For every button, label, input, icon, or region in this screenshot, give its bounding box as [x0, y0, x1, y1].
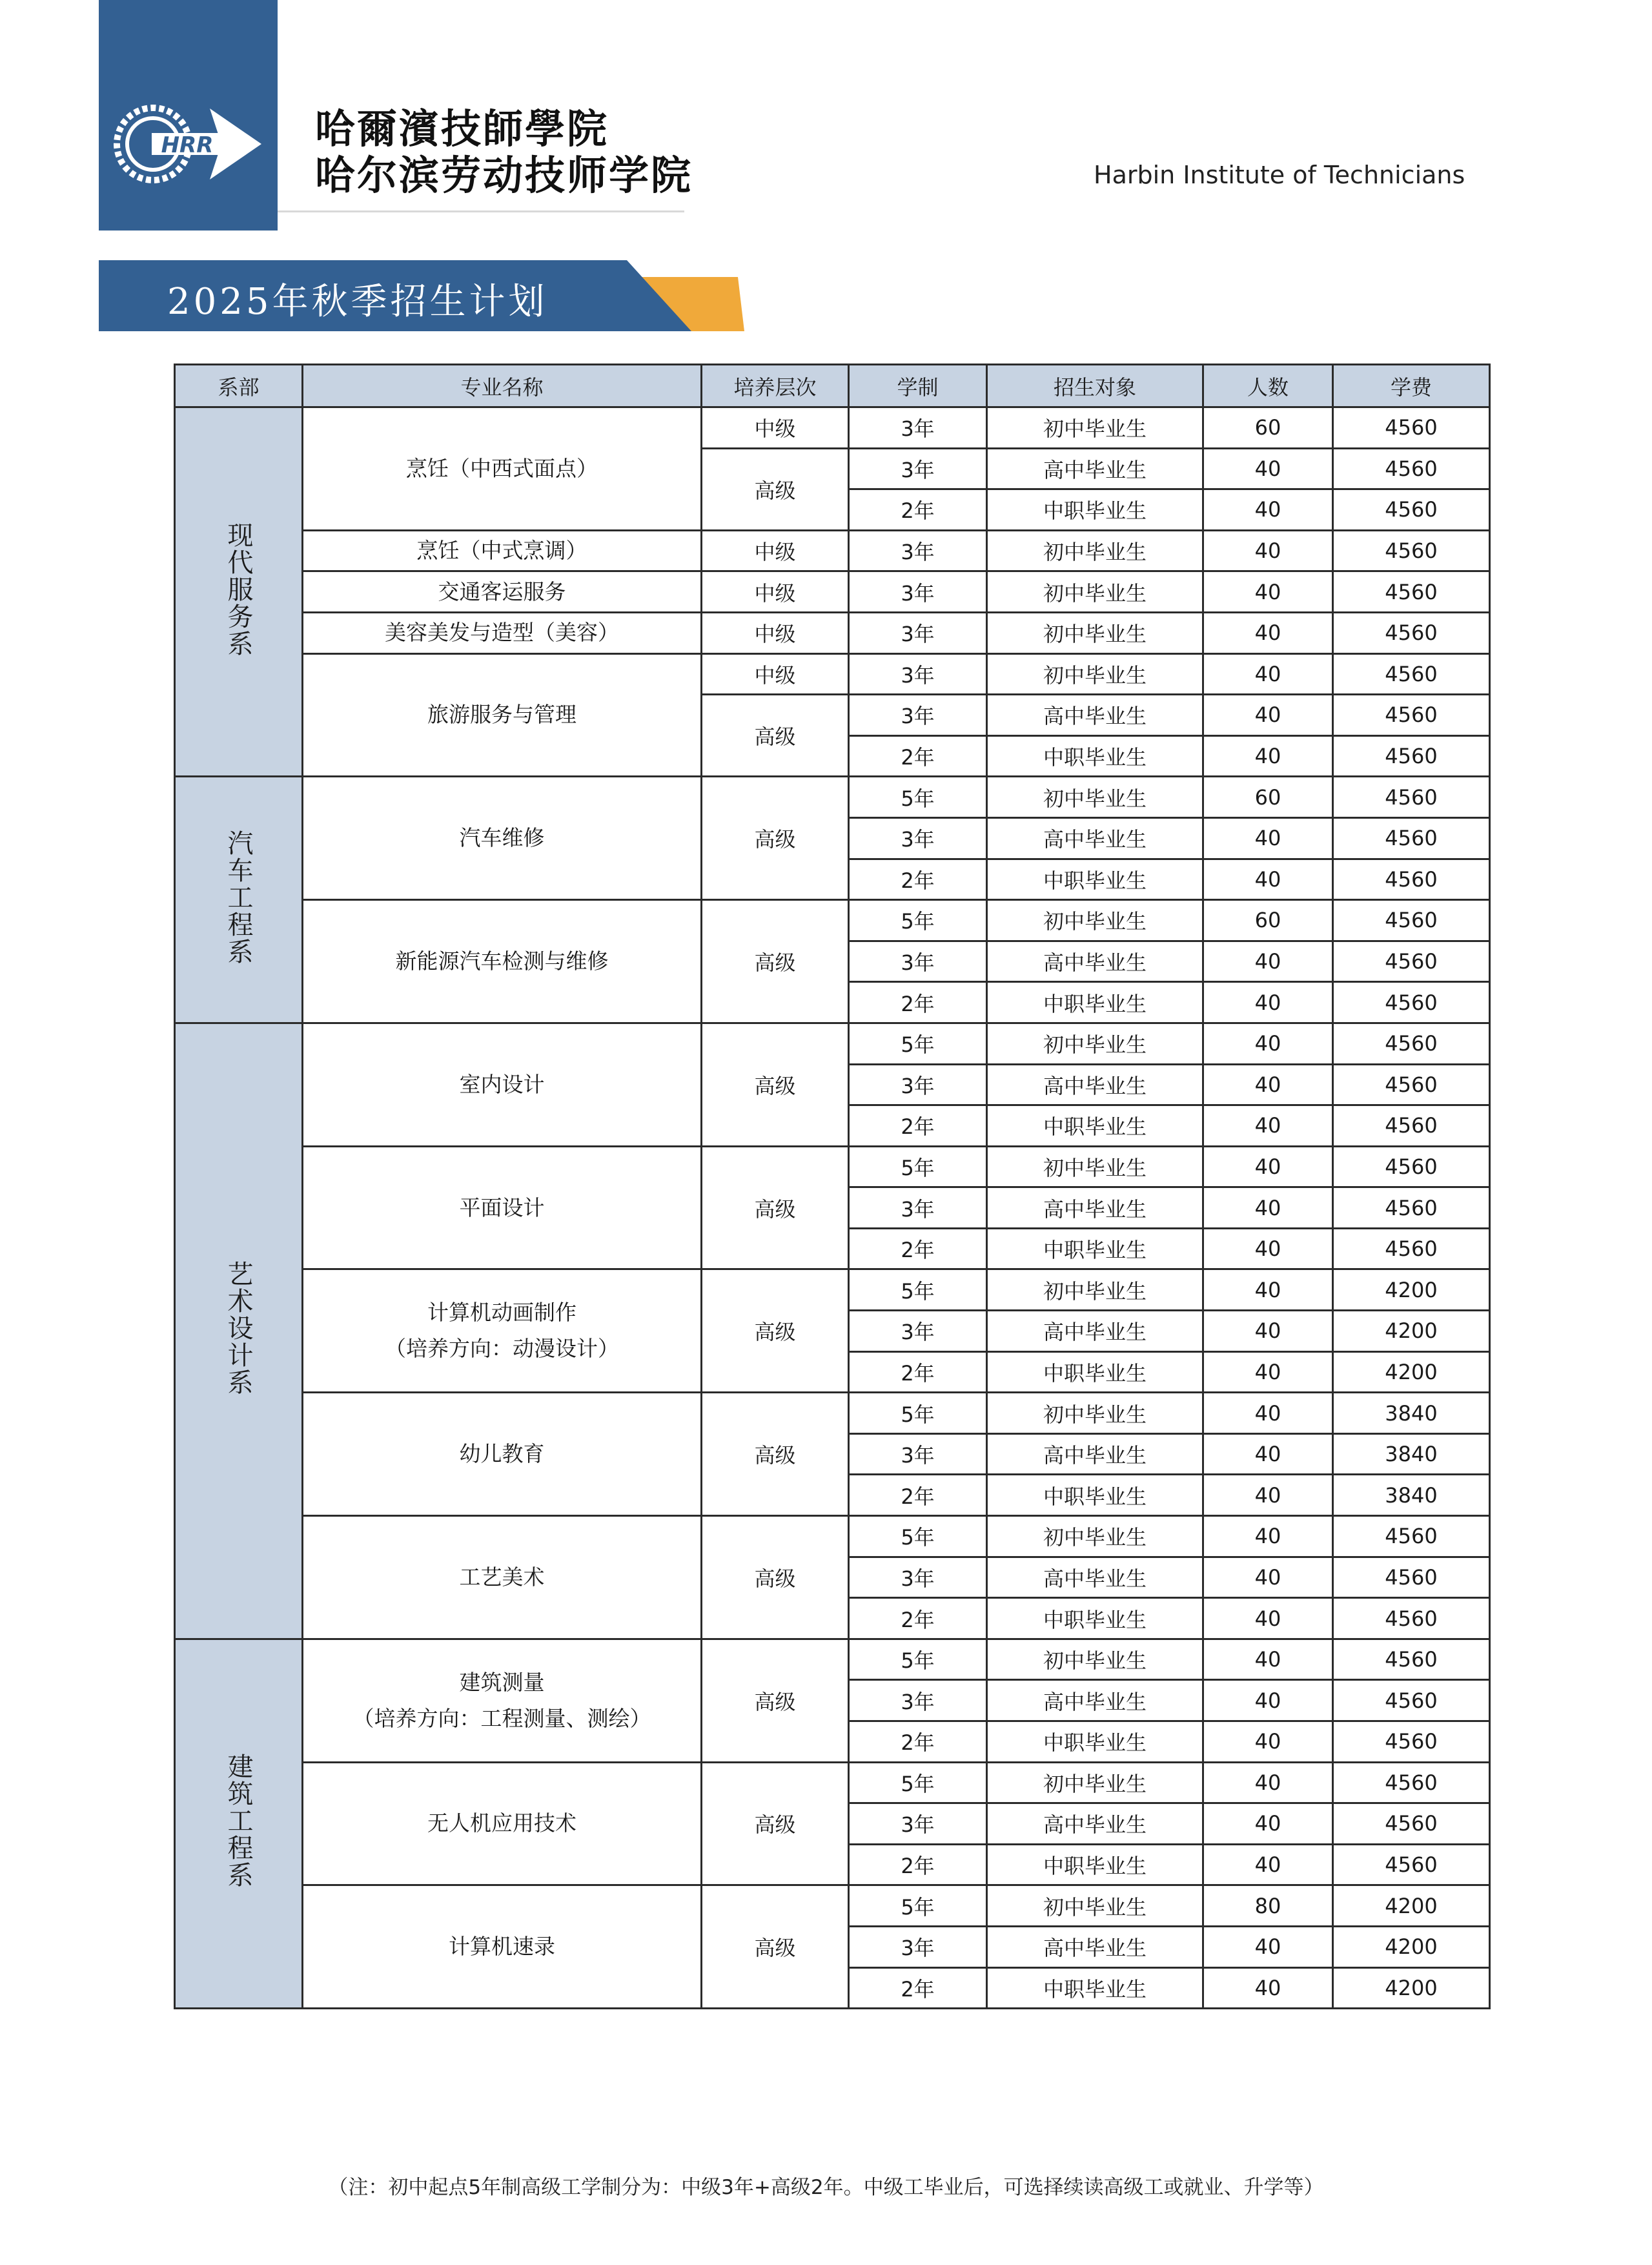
count-cell: 40 — [1203, 1269, 1333, 1311]
years-cell: 5年 — [849, 900, 987, 941]
count-cell: 40 — [1203, 1146, 1333, 1187]
years-cell: 2年 — [849, 489, 987, 531]
major-name-block — [303, 1665, 700, 1737]
level-cell: 高级 — [702, 1762, 849, 1885]
major-cell — [303, 1885, 702, 2009]
years-cell: 3年 — [849, 1433, 987, 1475]
fee-cell: 4560 — [1333, 612, 1490, 653]
major-cell — [303, 1639, 702, 1762]
count-cell: 80 — [1203, 1885, 1333, 1927]
table-row — [175, 1269, 1490, 1311]
count-cell: 40 — [1203, 489, 1333, 531]
table-row — [175, 653, 1490, 695]
target-cell: 初中毕业生 — [987, 1516, 1203, 1557]
count-cell: 40 — [1203, 1228, 1333, 1269]
fee-cell: 4560 — [1333, 982, 1490, 1023]
target-cell: 中职毕业生 — [987, 1351, 1203, 1393]
years-cell: 2年 — [849, 1228, 987, 1269]
count-cell: 60 — [1203, 407, 1333, 449]
fee-cell: 4560 — [1333, 777, 1490, 818]
years-cell: 3年 — [849, 1680, 987, 1721]
major-subtitle: （培养方向：动漫设计） — [385, 1336, 619, 1362]
target-cell: 中职毕业生 — [987, 1475, 1203, 1516]
level-cell: 高级 — [702, 448, 849, 530]
fee-cell: 4560 — [1333, 900, 1490, 941]
level-cell: 中级 — [702, 653, 849, 695]
level-cell: 高级 — [702, 777, 849, 900]
column-header: 系部 — [175, 365, 303, 407]
major-cell — [303, 530, 702, 571]
department-name: 艺术设计系 — [223, 1260, 253, 1397]
table-row — [175, 1639, 1490, 1680]
page-title: 2025年秋季招生计划 — [167, 281, 548, 323]
count-cell: 40 — [1203, 1475, 1333, 1516]
fee-cell: 4560 — [1333, 817, 1490, 859]
column-header: 人数 — [1203, 365, 1333, 407]
years-cell: 3年 — [849, 1064, 987, 1105]
count-cell: 40 — [1203, 1433, 1333, 1475]
column-header: 培养层次 — [702, 365, 849, 407]
years-cell: 5年 — [849, 1516, 987, 1557]
target-cell: 初中毕业生 — [987, 1885, 1203, 1927]
major-subtitle: （培养方向：工程测量、测绘） — [352, 1705, 651, 1731]
level-cell: 高级 — [702, 900, 849, 1023]
fee-cell: 4560 — [1333, 1639, 1490, 1680]
target-cell: 中职毕业生 — [987, 1105, 1203, 1147]
target-cell: 高中毕业生 — [987, 1187, 1203, 1229]
count-cell: 40 — [1203, 1721, 1333, 1763]
years-cell: 2年 — [849, 1105, 987, 1147]
major-name-block — [303, 533, 700, 569]
years-cell: 5年 — [849, 1393, 987, 1434]
fee-cell: 4200 — [1333, 1967, 1490, 2009]
fee-cell: 4560 — [1333, 1557, 1490, 1598]
level-cell: 高级 — [702, 1146, 849, 1269]
target-cell: 高中毕业生 — [987, 1803, 1203, 1845]
target-cell: 初中毕业生 — [987, 777, 1203, 818]
level-cell: 高级 — [702, 1885, 849, 2009]
fee-cell: 4560 — [1333, 653, 1490, 695]
major-name-block — [303, 574, 700, 610]
major-name: 平面设计 — [459, 1194, 545, 1220]
level-cell: 中级 — [702, 612, 849, 653]
target-cell: 中职毕业生 — [987, 1598, 1203, 1639]
fee-cell: 4560 — [1333, 1023, 1490, 1064]
target-cell: 初中毕业生 — [987, 407, 1203, 449]
table-row — [175, 530, 1490, 571]
table-header-row — [175, 365, 1490, 407]
fee-cell: 4200 — [1333, 1885, 1490, 1927]
count-cell: 40 — [1203, 1516, 1333, 1557]
fee-cell: 4560 — [1333, 941, 1490, 982]
school-name-english: Harbin Institute of Technicians — [1094, 161, 1465, 189]
count-cell: 40 — [1203, 1311, 1333, 1352]
count-cell: 40 — [1203, 1351, 1333, 1393]
table-row — [175, 407, 1490, 449]
fee-cell: 4560 — [1333, 1598, 1490, 1639]
target-cell: 中职毕业生 — [987, 489, 1203, 531]
column-header: 学制 — [849, 365, 987, 407]
major-cell — [303, 407, 702, 531]
fee-cell: 4560 — [1333, 859, 1490, 900]
level-cell: 中级 — [702, 571, 849, 613]
years-cell: 3年 — [849, 1311, 987, 1352]
target-cell: 高中毕业生 — [987, 1926, 1203, 1967]
years-cell: 2年 — [849, 1721, 987, 1763]
fee-cell: 4560 — [1333, 489, 1490, 531]
fee-cell: 3840 — [1333, 1393, 1490, 1434]
target-cell: 中职毕业生 — [987, 1844, 1203, 1885]
level-cell: 高级 — [702, 1023, 849, 1146]
years-cell: 2年 — [849, 1598, 987, 1639]
major-name: 新能源汽车检测与维修 — [395, 948, 609, 974]
major-cell — [303, 900, 702, 1023]
fee-cell: 4560 — [1333, 1187, 1490, 1229]
major-name: 烹饪（中西式面点） — [406, 455, 598, 481]
major-cell — [303, 1269, 702, 1393]
years-cell: 3年 — [849, 530, 987, 571]
table-row — [175, 1762, 1490, 1803]
major-name: 交通客运服务 — [438, 579, 566, 604]
count-cell: 40 — [1203, 653, 1333, 695]
major-name-block — [303, 697, 700, 733]
count-cell: 40 — [1203, 1803, 1333, 1845]
footnote: （注：初中起点5年制高级工学制分为：中级3年+高级2年。中级工毕业后，可选择续读高级工或就业、升学等） — [328, 2176, 1324, 2199]
count-cell: 40 — [1203, 1187, 1333, 1229]
count-cell: 40 — [1203, 612, 1333, 653]
table-row — [175, 1393, 1490, 1434]
table-row — [175, 777, 1490, 818]
count-cell: 40 — [1203, 1064, 1333, 1105]
years-cell: 3年 — [849, 1926, 987, 1967]
count-cell: 40 — [1203, 1926, 1333, 1967]
target-cell: 初中毕业生 — [987, 1269, 1203, 1311]
target-cell: 高中毕业生 — [987, 695, 1203, 736]
years-cell: 5年 — [849, 1269, 987, 1311]
years-cell: 3年 — [849, 653, 987, 695]
years-cell: 5年 — [849, 1639, 987, 1680]
target-cell: 初中毕业生 — [987, 1023, 1203, 1064]
count-cell: 40 — [1203, 1680, 1333, 1721]
level-cell: 高级 — [702, 1269, 849, 1393]
count-cell: 60 — [1203, 900, 1333, 941]
years-cell: 5年 — [849, 777, 987, 818]
major-cell — [303, 612, 702, 653]
major-name-block — [303, 1067, 700, 1103]
count-cell: 40 — [1203, 1105, 1333, 1147]
major-name: 建筑测量 — [459, 1669, 545, 1695]
level-cell: 中级 — [702, 407, 849, 449]
count-cell: 40 — [1203, 859, 1333, 900]
target-cell: 高中毕业生 — [987, 1064, 1203, 1105]
level-cell: 高级 — [702, 695, 849, 777]
count-cell: 40 — [1203, 941, 1333, 982]
fee-cell: 4560 — [1333, 1680, 1490, 1721]
target-cell: 初中毕业生 — [987, 1146, 1203, 1187]
major-name: 旅游服务与管理 — [427, 702, 576, 728]
major-name: 室内设计 — [459, 1071, 545, 1097]
count-cell: 40 — [1203, 571, 1333, 613]
table-row — [175, 571, 1490, 613]
fee-cell: 4200 — [1333, 1926, 1490, 1967]
fee-cell: 4560 — [1333, 1228, 1490, 1269]
years-cell: 2年 — [849, 859, 987, 900]
table-row — [175, 1885, 1490, 1927]
table-row — [175, 1023, 1490, 1064]
years-cell: 5年 — [849, 1762, 987, 1803]
title-banner — [99, 260, 744, 331]
fee-cell: 4560 — [1333, 1844, 1490, 1885]
target-cell: 中职毕业生 — [987, 1228, 1203, 1269]
header-divider — [278, 210, 684, 212]
years-cell: 3年 — [849, 817, 987, 859]
years-cell: 3年 — [849, 407, 987, 449]
count-cell: 40 — [1203, 735, 1333, 777]
count-cell: 40 — [1203, 1762, 1333, 1803]
school-name-traditional: 哈爾濱技師學院 — [315, 105, 609, 152]
table-row — [175, 900, 1490, 941]
fee-cell: 4200 — [1333, 1311, 1490, 1352]
fee-cell: 4560 — [1333, 407, 1490, 449]
target-cell: 中职毕业生 — [987, 982, 1203, 1023]
count-cell: 40 — [1203, 1023, 1333, 1064]
years-cell: 2年 — [849, 1475, 987, 1516]
logo-block — [99, 0, 278, 231]
count-cell: 40 — [1203, 448, 1333, 489]
department-name: 汽车工程系 — [223, 829, 253, 965]
column-header: 学费 — [1333, 365, 1490, 407]
table-body — [175, 407, 1490, 2009]
column-header: 专业名称 — [303, 365, 702, 407]
target-cell: 高中毕业生 — [987, 1311, 1203, 1352]
major-name: 无人机应用技术 — [427, 1810, 576, 1836]
target-cell: 初中毕业生 — [987, 1393, 1203, 1434]
target-cell: 高中毕业生 — [987, 1433, 1203, 1475]
years-cell: 5年 — [849, 1023, 987, 1064]
major-cell — [303, 1762, 702, 1885]
years-cell: 3年 — [849, 448, 987, 489]
major-name: 美容美发与造型（美容） — [385, 620, 619, 646]
major-name: 工艺美术 — [459, 1564, 545, 1590]
target-cell: 中职毕业生 — [987, 1967, 1203, 2009]
major-name-block — [303, 820, 700, 856]
target-cell: 初中毕业生 — [987, 900, 1203, 941]
level-cell: 高级 — [702, 1639, 849, 1762]
fee-cell: 4200 — [1333, 1269, 1490, 1311]
years-cell: 3年 — [849, 571, 987, 613]
target-cell: 中职毕业生 — [987, 859, 1203, 900]
school-logo-icon — [113, 96, 267, 192]
years-cell: 5年 — [849, 1885, 987, 1927]
major-cell — [303, 777, 702, 900]
fee-cell: 4560 — [1333, 448, 1490, 489]
years-cell: 3年 — [849, 941, 987, 982]
years-cell: 5年 — [849, 1146, 987, 1187]
count-cell: 40 — [1203, 530, 1333, 571]
target-cell: 初中毕业生 — [987, 1762, 1203, 1803]
target-cell: 中职毕业生 — [987, 735, 1203, 777]
fee-cell: 4560 — [1333, 1721, 1490, 1763]
fee-cell: 3840 — [1333, 1475, 1490, 1516]
major-name-block — [303, 451, 700, 487]
major-cell — [303, 653, 702, 777]
major-cell — [303, 1516, 702, 1639]
target-cell: 高中毕业生 — [987, 1557, 1203, 1598]
major-name-block — [303, 1929, 700, 1965]
major-name-block — [303, 1805, 700, 1841]
years-cell: 3年 — [849, 612, 987, 653]
fee-cell: 4560 — [1333, 1762, 1490, 1803]
major-name-block — [303, 1436, 700, 1472]
count-cell: 40 — [1203, 1967, 1333, 2009]
major-cell — [303, 1146, 702, 1269]
logo-letters: HRR — [161, 132, 214, 158]
fee-cell: 4560 — [1333, 571, 1490, 613]
level-cell: 中级 — [702, 530, 849, 571]
target-cell: 高中毕业生 — [987, 1680, 1203, 1721]
count-cell: 40 — [1203, 1639, 1333, 1680]
target-cell: 中职毕业生 — [987, 1721, 1203, 1763]
major-cell — [303, 571, 702, 613]
fee-cell: 4560 — [1333, 735, 1490, 777]
years-cell: 2年 — [849, 1967, 987, 2009]
years-cell: 2年 — [849, 1844, 987, 1885]
level-cell: 高级 — [702, 1393, 849, 1516]
target-cell: 高中毕业生 — [987, 448, 1203, 489]
count-cell: 40 — [1203, 1598, 1333, 1639]
level-cell: 高级 — [702, 1516, 849, 1639]
fee-cell: 4560 — [1333, 1064, 1490, 1105]
table-row — [175, 612, 1490, 653]
fee-cell: 3840 — [1333, 1433, 1490, 1475]
major-name-block — [303, 943, 700, 979]
major-name: 汽车维修 — [459, 825, 545, 851]
years-cell: 2年 — [849, 735, 987, 777]
major-name-block — [303, 615, 700, 651]
department-name: 建筑工程系 — [223, 1753, 253, 1889]
target-cell: 高中毕业生 — [987, 941, 1203, 982]
count-cell: 60 — [1203, 777, 1333, 818]
target-cell: 高中毕业生 — [987, 817, 1203, 859]
department-name: 现代服务系 — [223, 521, 253, 657]
fee-cell: 4560 — [1333, 530, 1490, 571]
fee-cell: 4560 — [1333, 1105, 1490, 1147]
fee-cell: 4560 — [1333, 695, 1490, 736]
department-cell — [175, 1023, 303, 1639]
count-cell: 40 — [1203, 817, 1333, 859]
count-cell: 40 — [1203, 982, 1333, 1023]
count-cell: 40 — [1203, 1844, 1333, 1885]
table-row — [175, 1146, 1490, 1187]
department-cell — [175, 777, 303, 1023]
years-cell: 2年 — [849, 1351, 987, 1393]
count-cell: 40 — [1203, 1393, 1333, 1434]
years-cell: 3年 — [849, 1557, 987, 1598]
count-cell: 40 — [1203, 1557, 1333, 1598]
major-cell — [303, 1393, 702, 1516]
table-row — [175, 1516, 1490, 1557]
department-cell — [175, 407, 303, 777]
fee-cell: 4200 — [1333, 1351, 1490, 1393]
count-cell: 40 — [1203, 695, 1333, 736]
years-cell: 2年 — [849, 982, 987, 1023]
target-cell: 初中毕业生 — [987, 530, 1203, 571]
fee-cell: 4560 — [1333, 1146, 1490, 1187]
major-name: 计算机动画制作 — [427, 1300, 576, 1326]
years-cell: 3年 — [849, 695, 987, 736]
years-cell: 3年 — [849, 1187, 987, 1229]
major-name-block — [303, 1295, 700, 1367]
major-name: 烹饪（中式烹调） — [416, 538, 587, 564]
target-cell: 初中毕业生 — [987, 612, 1203, 653]
target-cell: 初中毕业生 — [987, 1639, 1203, 1680]
fee-cell: 4560 — [1333, 1516, 1490, 1557]
department-cell — [175, 1639, 303, 2008]
column-header: 招生对象 — [987, 365, 1203, 407]
target-cell: 初中毕业生 — [987, 571, 1203, 613]
major-name: 幼儿教育 — [459, 1441, 545, 1467]
fee-cell: 4560 — [1333, 1803, 1490, 1845]
school-name-simplified: 哈尔滨劳动技师学院 — [315, 152, 693, 199]
major-name-block — [303, 1190, 700, 1226]
major-name: 计算机速录 — [449, 1934, 555, 1960]
major-name-block — [303, 1559, 700, 1595]
years-cell: 3年 — [849, 1803, 987, 1845]
target-cell: 初中毕业生 — [987, 653, 1203, 695]
major-cell — [303, 1023, 702, 1146]
enrollment-plan-table — [174, 364, 1491, 2009]
